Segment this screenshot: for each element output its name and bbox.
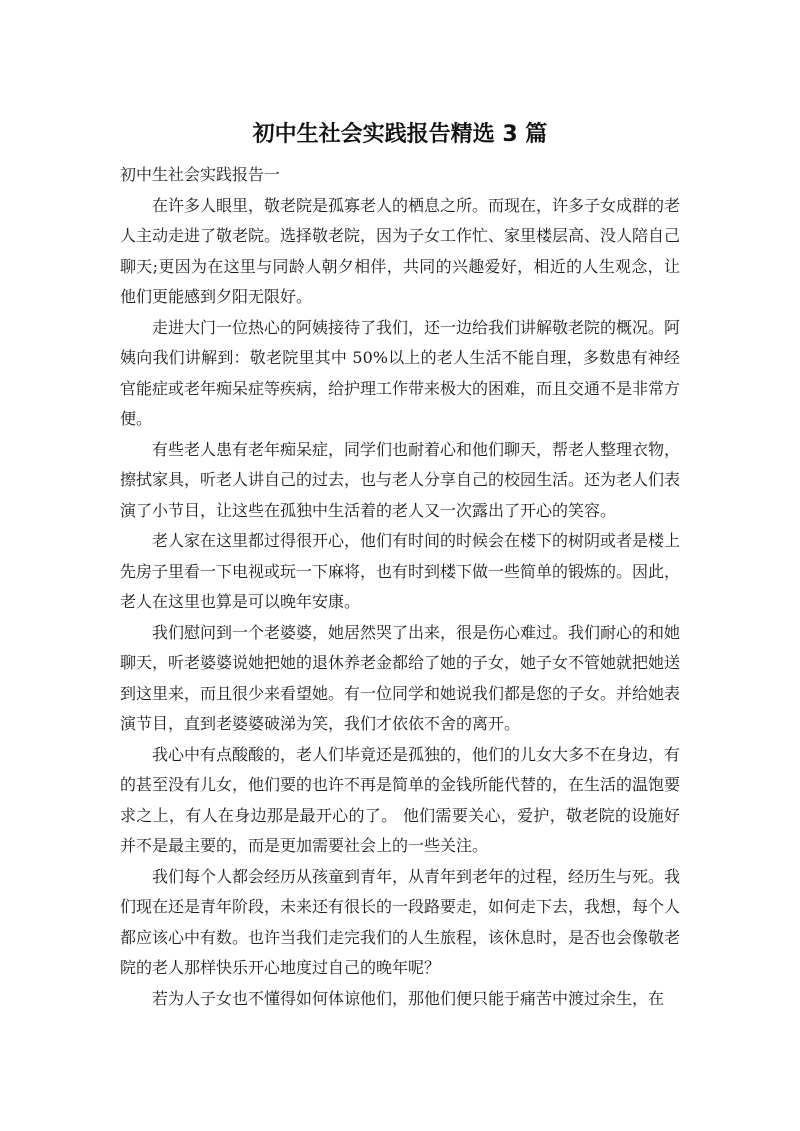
paragraph: 老人家在这里都过得很开心，他们有时间的时候会在楼下的树阴或者是楼上先房子里看一下电视或玩一下麻将，也有时到楼下做一些简单的锻炼的。因此，老人在这里也算是可以晚年安康。	[120, 531, 681, 611]
paragraph: 我们慰问到一个老婆婆，她居然哭了出来，很是伤心难过。我们耐心的和她聊天，听老婆婆说她把她的退休养老金都给了她的子女，她子女不管她就把她送到这里来，而且很少来看望她。有一位同学和她说我们都是您的子女。并给她表演节目，直到老婆婆破涕为笑，我们才依依不舍的离开。	[120, 622, 681, 733]
paragraph: 若为人子女也不懂得如何体谅他们，那他们便只能于痛苦中渡过余生，在	[152, 988, 665, 1008]
paragraph: 有些老人患有老年痴呆症，同学们也耐着心和他们聊天，帮老人整理衣物，擦拭家具，听老人讲自己的过去，也与老人分享自己的校园生活。还为老人们表演了小节目，让这些在孤独中生活着的老人又一次露出了开心的笑容。	[120, 439, 681, 520]
paragraph: 在许多人眼里，敬老院是孤寡老人的栖息之所。而现在，许多子女成群的老人主动走进了敬老院。选择敬老院，因为子女工作忙、家里楼层高、没人陪自己聊天;更因为在这里与同龄人朝夕相伴，共同的兴趣爱好，相近的人生观念，让他们更能感到夕阳无限好。	[120, 195, 681, 306]
section-title: 初中生社会实践报告一	[120, 165, 281, 184]
paragraph: 我心中有点酸酸的，老人们毕竟还是孤独的，他们的儿女大多不在身边，有的甚至没有儿女，他们要的也许不再是简单的金钱所能代替的，在生活的温饱要求之上，有人在身边那是最开心的了。 他们需要关心，爱护，敬老院的设施好并不是最主要的，而是更加需要社会上的一些关注。	[120, 744, 681, 855]
paragraph: 走进大门一位热心的阿姨接待了我们，还一边给我们讲解敬老院的概况。阿姨向我们讲解到：敬老院里其中 50%以上的老人生活不能自理，多数患有神经官能症或老年痴呆症等疾病，给护理工作带来极大的困难，而且交通不是非常方便。	[120, 317, 681, 428]
document-title: 初中生社会实践报告精选 3 篇	[252, 122, 548, 147]
document-body	[120, 160, 680, 1014]
paragraph: 我们每个人都会经历从孩童到青年，从青年到老年的过程，经历生与死。我们现在还是青年阶段，未来还有很长的一段路要走，如何走下去，我想，每个人都应该心中有数。也许当我们走完我们的人生旅程，该休息时，是否也会像敬老院的老人那样快乐开心地度过自己的晚年呢？	[120, 866, 681, 977]
